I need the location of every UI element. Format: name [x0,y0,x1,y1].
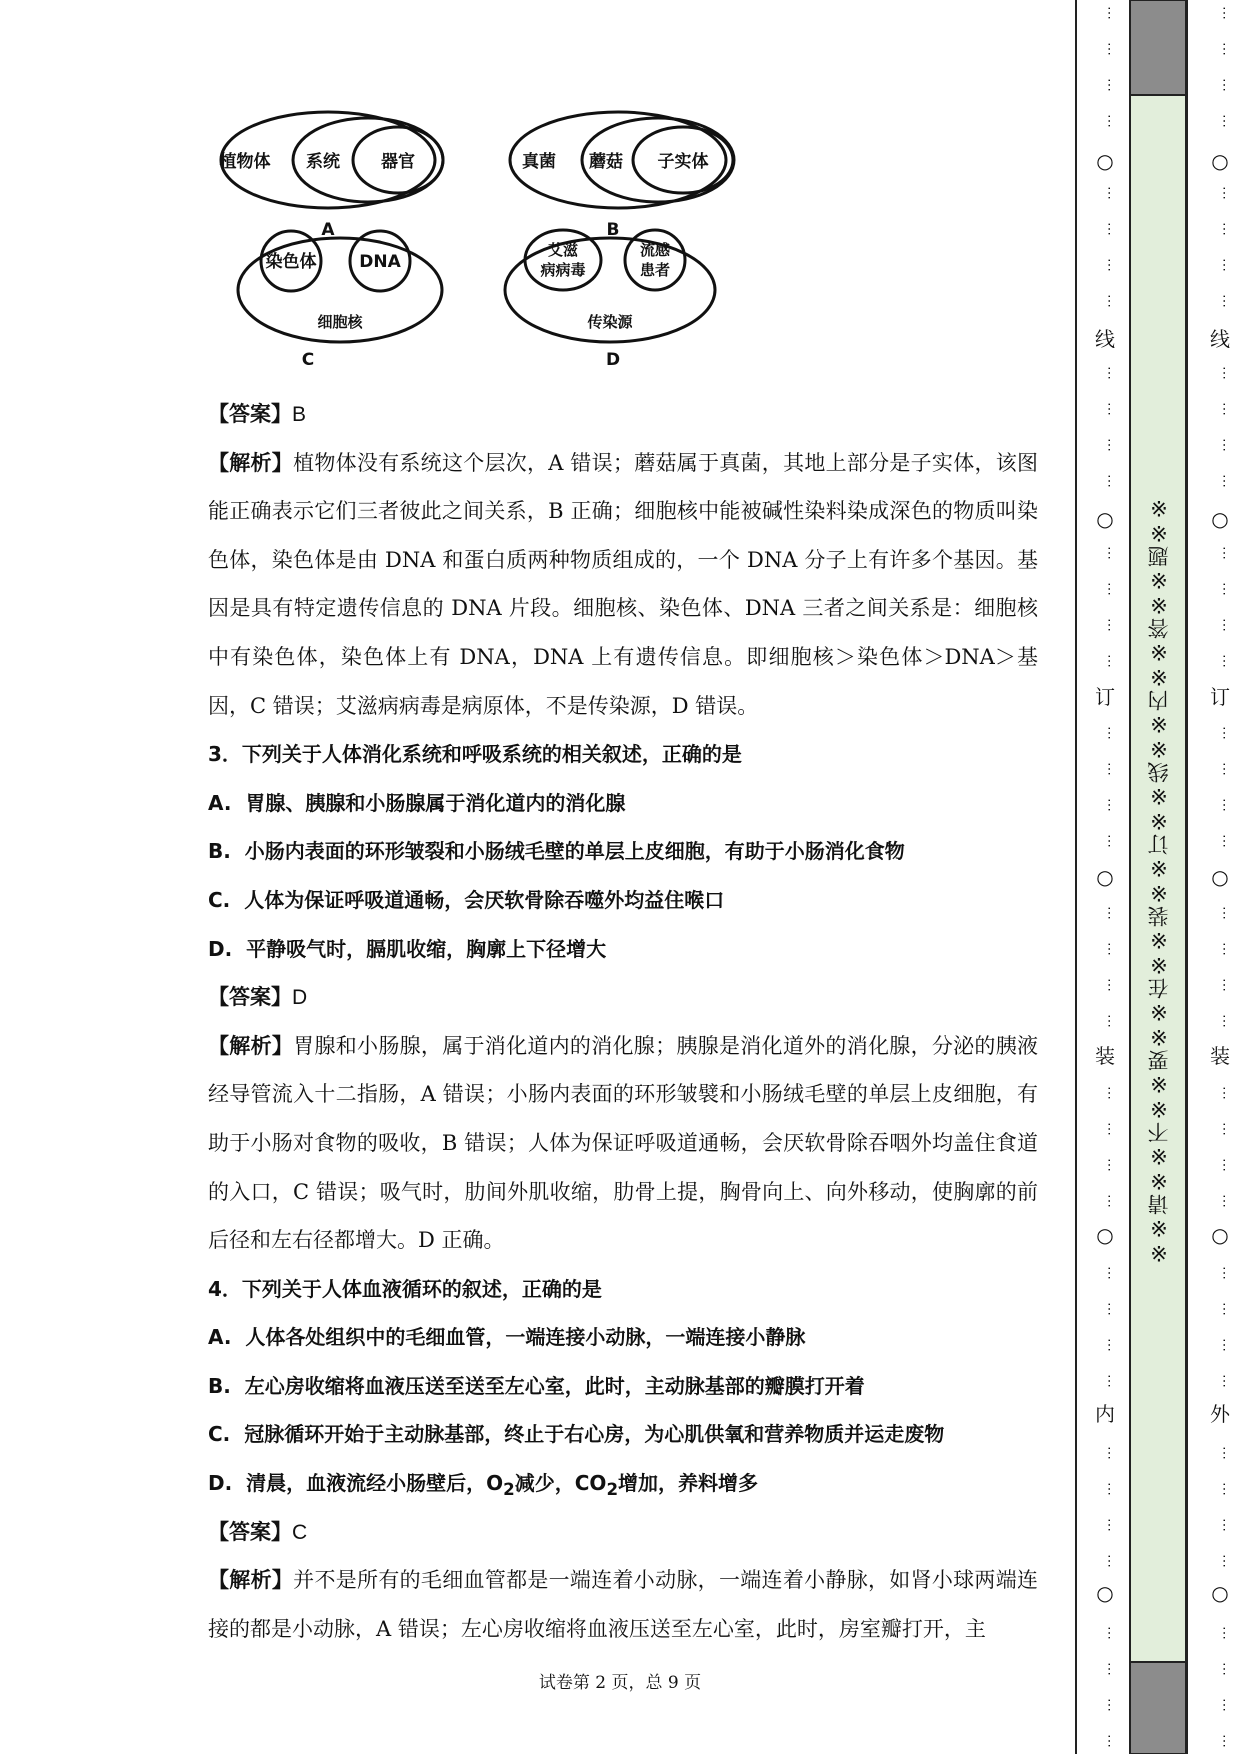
binding-dots: ⋯ [1101,834,1117,848]
q4-answer-line [208,1508,1038,1557]
binding-dots: ⋯ [1216,618,1232,632]
binding-dots: ⋯ [1216,1122,1232,1136]
binding-dots: ⋯ [1101,474,1117,488]
binding-dots: ⋯ [1216,78,1232,92]
binding-dots: ⋯ [1216,762,1232,776]
binding-dots: ⋯ [1101,1374,1117,1388]
binding-inner-char-2: 订 [1095,685,1115,709]
binding-warning-box [1130,95,1186,1662]
binding-inner-char-4: 内 [1095,1402,1115,1426]
binding-dots: ⋯ [1101,222,1117,236]
q2-analysis-tag: 【解析】 [208,450,294,475]
binding-dots: ⋯ [1216,1734,1232,1748]
q4-stem: 4．下列关于人体血液循环的叙述，正确的是 [208,1276,602,1301]
q3-option-a [208,779,1038,828]
diagram-a-letter: A [321,220,335,240]
diagram-d-right-label-2: 患者 [639,261,671,279]
relationship-figure [218,105,818,380]
binding-dots: ⋯ [1216,798,1232,812]
binding-dots: ⋯ [1101,366,1117,380]
q3-option-d-text: 平静吸气时，膈肌收缩，胸廓上下径增大 [246,936,607,961]
binding-dots: ⋯ [1101,1302,1117,1316]
diagram-c-bottom-label: 细胞核 [317,313,363,331]
binding-dots: ⋯ [1216,186,1232,200]
binding-outer-char-2: 订 [1210,685,1230,709]
diagram-c-letter: C [301,350,315,370]
binding-dots: ⋯ [1216,1374,1232,1388]
q3-answer-value: D [292,986,308,1010]
diagram-d-left-label-1: 艾滋 [547,241,579,259]
binding-outer-char-3: 装 [1210,1044,1230,1068]
binding-dots: ⋯ [1101,654,1117,668]
q4-option-d-text-post: 增加，养料增多 [618,1471,759,1496]
diagram-a-middle-label: 系统 [306,152,340,172]
diagram-d-right-label-1: 流感 [639,241,671,259]
q4-option-d-sub2: 2 [606,1480,619,1500]
binding-dots: ⋯ [1216,6,1232,20]
binding-dots: ⋯ [1101,1194,1117,1208]
binding-dots: ⋯ [1101,726,1117,740]
binding-dots: ⋯ [1101,1698,1117,1712]
binding-circle-mark: ○ [1211,1223,1229,1247]
binding-inner-char-1: 线 [1095,327,1115,351]
q3-answer-line [208,973,1038,1022]
binding-dots: ⋯ [1101,582,1117,596]
binding-dots: ⋯ [1101,1338,1117,1352]
q4-option-d [208,1459,1038,1508]
binding-dots: ⋯ [1216,1194,1232,1208]
binding-dots: ⋯ [1101,1158,1117,1172]
binding-dots: ⋯ [1216,438,1232,452]
binding-dots: ⋯ [1216,1266,1232,1280]
diagram-b-outer-label: 真菌 [522,152,556,172]
diagram-d-left-ellipse [525,230,601,290]
binding-dots: ⋯ [1216,1482,1232,1496]
q3-analysis-tag: 【解析】 [208,1033,294,1058]
q2-answer-line [208,390,1038,439]
q3-option-c [208,876,1038,925]
binding-dots: ⋯ [1216,1554,1232,1568]
binding-circle-mark: ○ [1211,1581,1229,1605]
binding-circle-mark: ○ [1096,1223,1114,1247]
q4-option-b-text: 左心房收缩将血液压送至送至左心室，此时，主动脉基部的瓣膜打开着 [244,1373,865,1398]
q4-option-a-text: 人体各处组织中的毛细血管，一端连接小动脉，一端连接小静脉 [245,1325,806,1350]
diagram-a-inner-label: 器官 [381,152,415,172]
diagram-d-right-circle [625,230,685,290]
binding-dots: ⋯ [1216,834,1232,848]
binding-dots: ⋯ [1101,618,1117,632]
q4-option-a [208,1313,1038,1362]
diagram-c-right-label: DNA [359,252,401,272]
binding-dots: ⋯ [1216,906,1232,920]
binding-dots: ⋯ [1101,114,1117,128]
binding-dots: ⋯ [1101,1554,1117,1568]
binding-dots: ⋯ [1101,1446,1117,1460]
q3-option-a-text: 胃腺、胰腺和小肠腺属于消化道内的消化腺 [245,790,626,815]
q4-option-d-text-pre: 清晨，血液流经小肠壁后，O [246,1471,504,1496]
binding-circle-mark: ○ [1211,865,1229,889]
q4-analysis [208,1556,1038,1653]
q4-option-b [208,1362,1038,1411]
binding-circle-mark: ○ [1096,865,1114,889]
binding-dots: ⋯ [1216,978,1232,992]
binding-dots: ⋯ [1216,726,1232,740]
binding-dots: ⋯ [1101,1086,1117,1100]
q4-answer-value: C [292,1520,308,1544]
diagram-b-inner-label: 子实体 [657,152,709,172]
binding-dots: ⋯ [1216,1302,1232,1316]
q3-option-d-letter: D. [208,936,233,961]
binding-dots: ⋯ [1101,1482,1117,1496]
binding-inner-column [1090,0,1120,1754]
q2-analysis-text: 植物体没有系统这个层次，A 错误；蘑菇属于真菌，其地上部分是子实体，该图能正确表示它们三者彼此之间关系，B 正确；细胞核中能被碱性染料染成深色的物质叫染色体，染色体是由 DNA 和蛋白质两种物质组成的，一个 DNA 分子上有许多个基因。基因是具有特定遗传信息的 DNA 片段。细胞核、染色体、DNA 三者之间关系是：细胞核中有染色体，染色体上有 DNA，DNA 上有遗传信息。即细胞核＞染色体＞DNA＞基因，C 错误；艾滋病病毒是病原体，不是传染源，D 错误。 [208,450,1039,718]
diagram-d-left-label-2: 病病毒 [540,261,586,279]
binding-line-left [1075,0,1077,1754]
binding-dots: ⋯ [1101,186,1117,200]
binding-dots: ⋯ [1216,1338,1232,1352]
binding-dots: ⋯ [1101,546,1117,560]
q3-answer-tag: 【答案】 [208,985,292,1010]
binding-dots: ⋯ [1216,114,1232,128]
question-body [208,390,1038,1653]
q3-option-b-letter: B. [208,839,231,864]
binding-dots: ⋯ [1101,798,1117,812]
binding-dots: ⋯ [1101,294,1117,308]
page-footer: 试卷第 2 页，总 9 页 [538,1673,702,1693]
binding-dots: ⋯ [1216,294,1232,308]
binding-dots: ⋯ [1216,474,1232,488]
diagram-d-bottom-label: 传染源 [587,313,633,331]
binding-dots: ⋯ [1101,762,1117,776]
binding-circle-mark: ○ [1211,149,1229,173]
binding-dots: ⋯ [1216,258,1232,272]
binding-dots: ⋯ [1101,1122,1117,1136]
binding-outer-char-4: 外 [1210,1402,1230,1426]
binding-dots: ⋯ [1216,42,1232,56]
binding-dots: ⋯ [1216,1014,1232,1028]
q4-option-b-letter: B. [208,1373,231,1398]
q4-analysis-text: 并不是所有的毛细血管都是一端连着小动脉，一端连着小静脉，如肾小球两端连接的都是小动脉，A 错误；左心房收缩将血液压送至左心室，此时，房室瓣打开，主 [208,1568,1039,1641]
binding-inner-char-3: 装 [1095,1044,1115,1068]
binding-dots: ⋯ [1101,78,1117,92]
binding-dots: ⋯ [1216,1626,1232,1640]
q3-analysis-text: 胃腺和小肠腺，属于消化道内的消化腺；胰腺是消化道外的消化腺，分泌的胰液经导管流入十二指肠，A 错误；小肠内表面的环形皱襞和小肠绒毛壁的单层上皮细胞，有助于小肠对食物的吸收，B 错误；人体为保证呼吸道通畅，会厌软骨除吞咽外均盖住食道的入口，C 错误；吸气时，肋间外肌收缩，肋骨上提，胸骨向上、向外移动，使胸廓的前后径和左右径都增大。D 正确。 [208,1033,1039,1253]
diagram-b-middle-label: 蘑菇 [589,152,623,172]
binding-dots: ⋯ [1101,906,1117,920]
binding-dots: ⋯ [1101,942,1117,956]
q4-option-a-letter: A. [208,1325,232,1350]
binding-dots: ⋯ [1216,546,1232,560]
diagram-c-left-label: 染色体 [265,252,317,272]
q3-option-c-text: 人体为保证呼吸道通畅，会厌软骨除吞噬外均益住喉口 [244,887,725,912]
q3-option-d [208,925,1038,974]
binding-circle-mark: ○ [1211,507,1229,531]
binding-circle-mark: ○ [1096,1581,1114,1605]
q4-option-c-text: 冠脉循环开始于主动脉基部，终止于右心房，为心肌供氧和营养物质并运走废物 [244,1422,945,1447]
relationship-diagrams [218,105,818,380]
binding-dots: ⋯ [1101,1266,1117,1280]
q2-answer-value: B [292,403,307,426]
diagram-a-outer-label: 植物体 [219,152,271,172]
binding-dots: ⋯ [1216,1662,1232,1676]
binding-dots: ⋯ [1216,1518,1232,1532]
binding-outer-column [1205,0,1235,1754]
binding-dots: ⋯ [1216,1158,1232,1172]
q4-option-d-text-mid: 减少，CO [514,1471,607,1496]
binding-dots: ⋯ [1101,978,1117,992]
binding-circle-mark: ○ [1096,507,1114,531]
q4-option-c-letter: C. [208,1422,231,1447]
binding-dots: ⋯ [1216,1446,1232,1460]
q3-stem: 3．下列关于人体消化系统和呼吸系统的相关叙述，正确的是 [208,742,742,767]
binding-dots: ⋯ [1216,366,1232,380]
diagram-b-letter: B [606,220,620,240]
binding-dots: ⋯ [1216,222,1232,236]
q3-analysis [208,1022,1038,1265]
binding-dots: ⋯ [1101,42,1117,56]
binding-dots: ⋯ [1216,582,1232,596]
q2-analysis [208,439,1038,731]
binding-gray-block-bottom [1130,1662,1186,1754]
q3-option-b [208,827,1038,876]
q3-option-c-letter: C. [208,887,231,912]
diagram-d-letter: D [605,350,621,370]
q2-answer-tag: 【答案】 [208,402,292,426]
q4-option-c [208,1410,1038,1459]
q4-answer-tag: 【答案】 [208,1519,292,1544]
q3-option-a-letter: A. [208,790,232,815]
binding-dots: ⋯ [1101,258,1117,272]
q4-analysis-tag: 【解析】 [208,1568,294,1593]
q4-option-d-sub1: 2 [503,1480,515,1500]
binding-gray-block-top [1130,0,1186,95]
binding-dots: ⋯ [1101,1734,1117,1748]
binding-dots: ⋯ [1101,1626,1117,1640]
binding-dots: ⋯ [1216,1086,1232,1100]
binding-dots: ⋯ [1216,654,1232,668]
binding-dots: ⋯ [1101,1662,1117,1676]
binding-dots: ⋯ [1101,1014,1117,1028]
binding-warning-text: ※※请※※不※※要※※在※※装※※订※※线※※内※※答※※题※※ [1147,494,1171,1265]
binding-dots: ⋯ [1101,438,1117,452]
binding-dots: ⋯ [1216,1698,1232,1712]
binding-dots: ⋯ [1101,6,1117,20]
binding-dots: ⋯ [1216,402,1232,416]
binding-dots: ⋯ [1101,1518,1117,1532]
binding-dots: ⋯ [1216,942,1232,956]
binding-dots: ⋯ [1101,402,1117,416]
q4-option-d-letter: D. [208,1471,233,1496]
binding-outer-char-1: 线 [1210,327,1230,351]
q3-option-b-text: 小肠内表面的环形皱裂和小肠绒毛壁的单层上皮细胞，有助于小肠消化食物 [244,839,905,864]
binding-circle-mark: ○ [1096,149,1114,173]
